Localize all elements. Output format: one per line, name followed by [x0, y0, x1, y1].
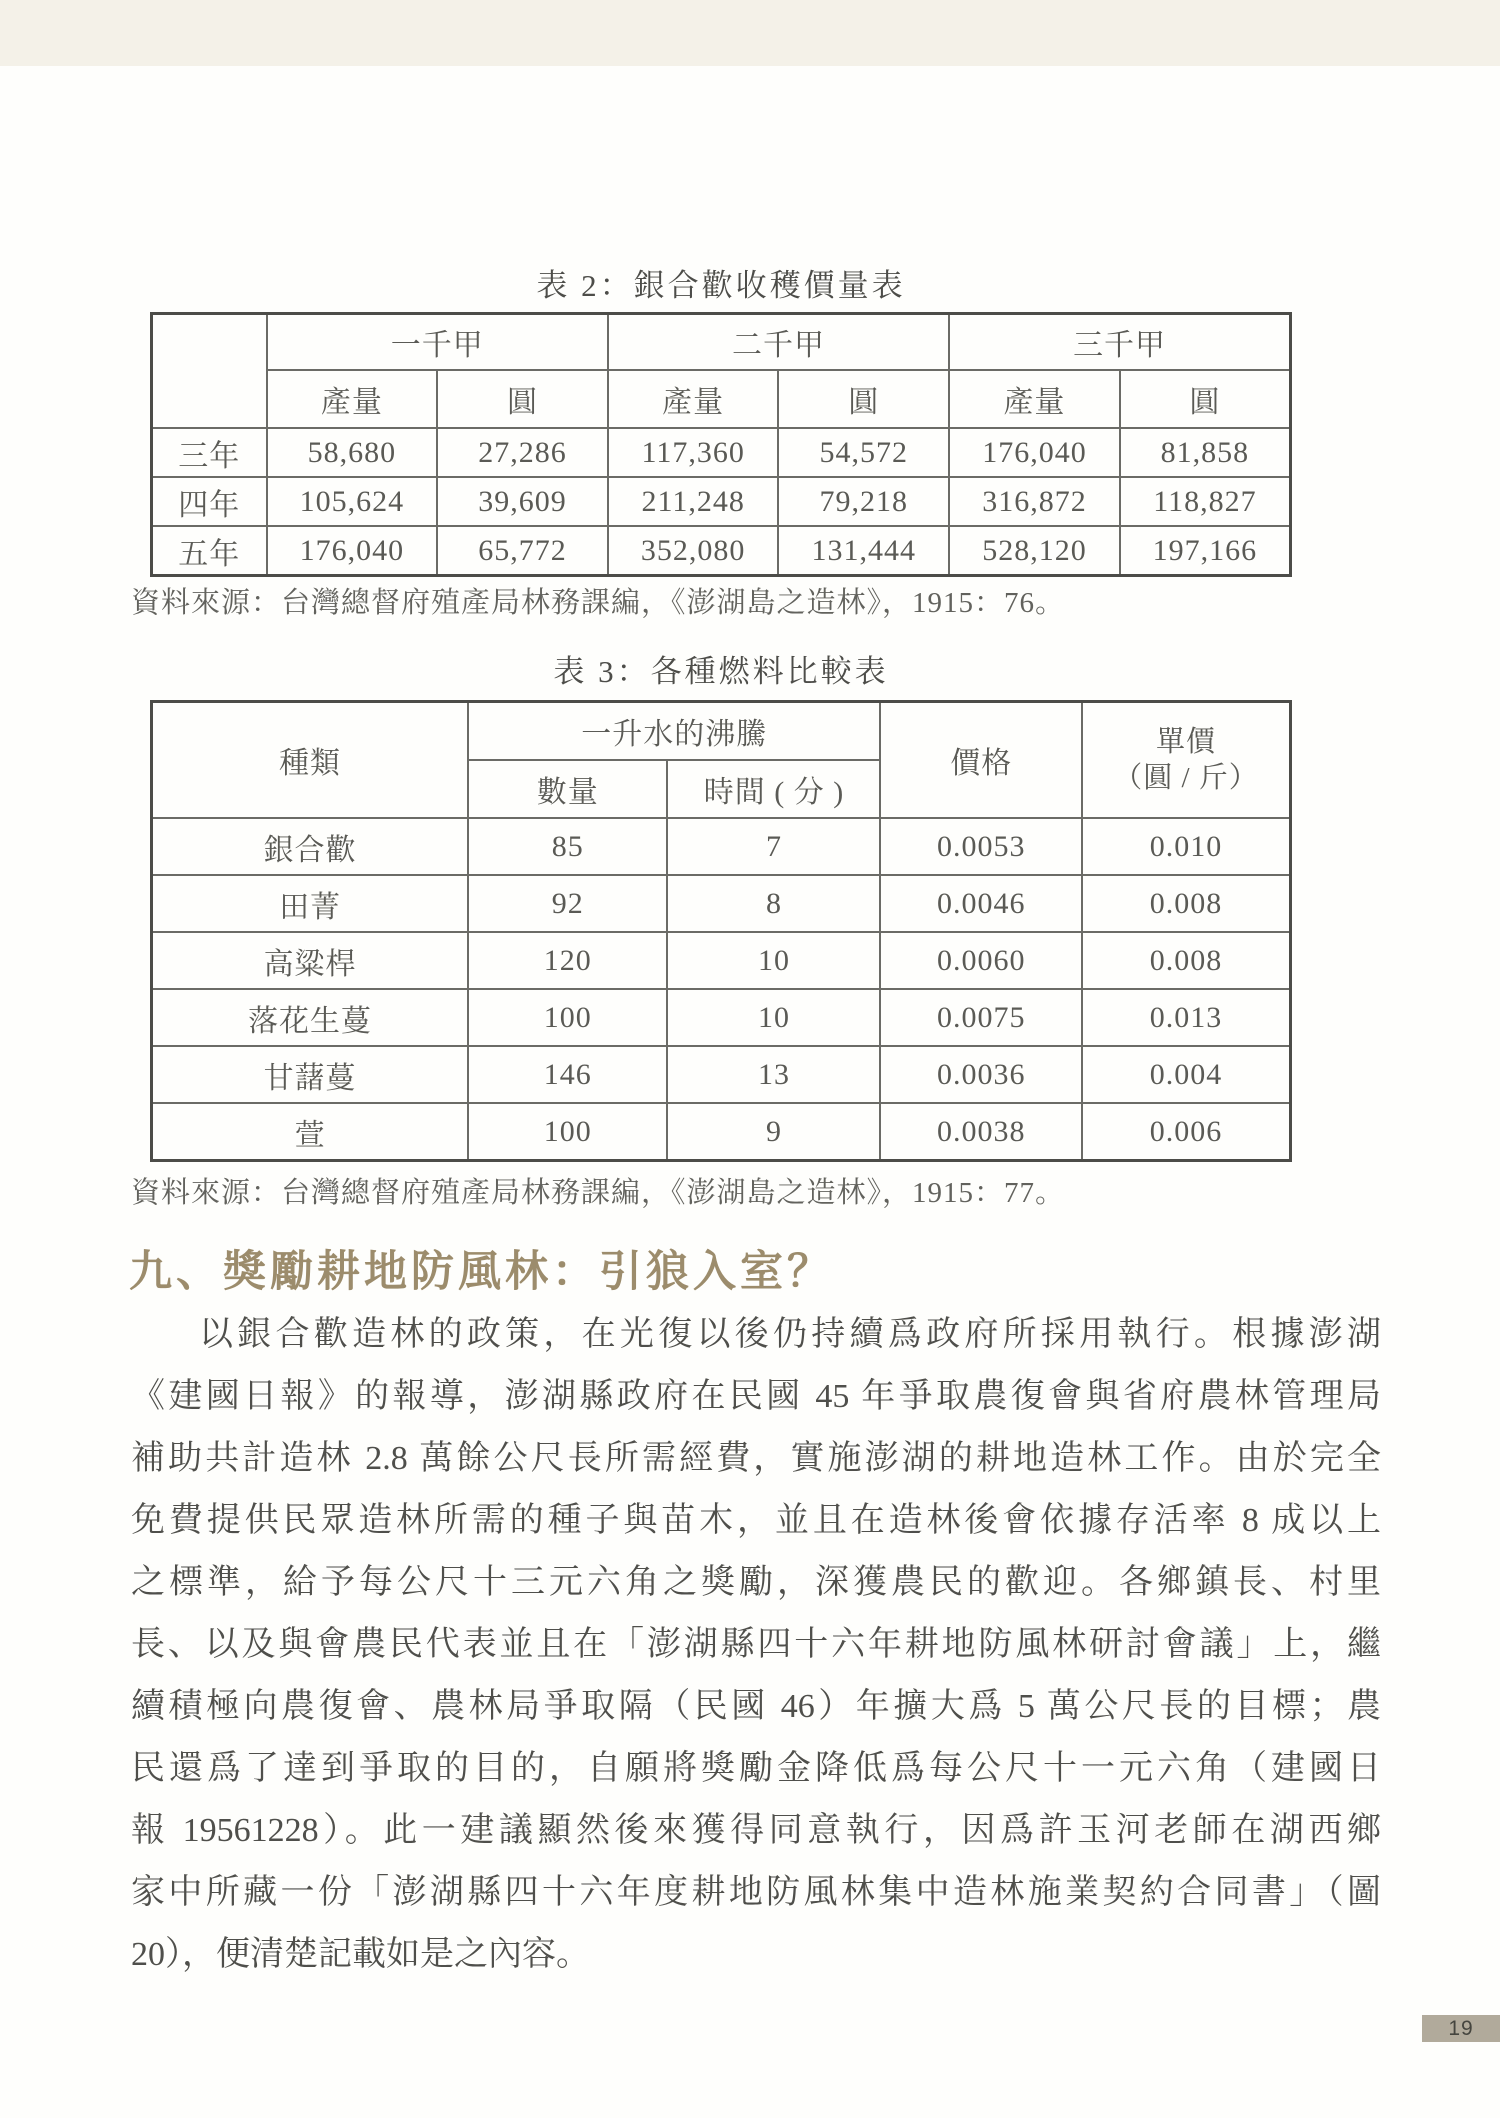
table2-group-header: 二千甲 — [608, 314, 949, 371]
table3-fuel-comparison — [150, 700, 1292, 1162]
row-label: 田菁 — [152, 875, 469, 932]
table2-subheader: 圓 — [1120, 370, 1291, 428]
body-paragraph — [131, 1304, 1381, 1986]
table-row — [152, 526, 1291, 576]
table-cell: 92 — [468, 875, 667, 932]
table2-title: 表 2：銀合歡收穫價量表 — [536, 268, 906, 303]
table2-subheader: 產量 — [608, 370, 779, 428]
row-label: 落花生蔓 — [152, 989, 469, 1046]
paragraph-line: 民還爲了達到爭取的目的，自願將獎勵金降低爲每公尺十一元六角（建國日 — [131, 1750, 1381, 1787]
table-cell: 13 — [667, 1046, 880, 1103]
table-cell: 79,218 — [778, 477, 949, 526]
paragraph-line: 報 19561228）。此一建議顯然後來獲得同意執行，因爲許玉河老師在湖西鄉 — [131, 1812, 1381, 1849]
page-number: 19 — [1448, 2016, 1474, 2040]
table-row — [152, 1103, 1291, 1161]
table-cell: 81,858 — [1120, 428, 1291, 477]
table3-subheader-qty: 數量 — [468, 760, 667, 818]
paragraph-line: 續積極向農復會、農林局爭取隔（民國 46）年擴大爲 5 萬公尺長的目標；農 — [131, 1688, 1381, 1725]
table-row — [152, 1046, 1291, 1103]
table-row — [152, 989, 1291, 1046]
table-cell: 211,248 — [608, 477, 779, 526]
table2-subheader: 產量 — [267, 370, 438, 428]
table-cell: 0.0036 — [880, 1046, 1082, 1103]
table-cell: 0.010 — [1082, 818, 1290, 875]
table-cell: 176,040 — [949, 428, 1120, 477]
table-cell: 39,609 — [437, 477, 608, 526]
table-cell: 100 — [468, 989, 667, 1046]
table2-subheader: 產量 — [949, 370, 1120, 428]
table-cell: 0.004 — [1082, 1046, 1290, 1103]
table3-header-price: 價格 — [880, 702, 1082, 819]
table-row — [152, 818, 1291, 875]
page-number-badge — [1422, 2015, 1500, 2042]
table-cell: 7 — [667, 818, 880, 875]
table3-group-header-row — [152, 702, 1291, 761]
paragraph-line: 以銀合歡造林的政策，在光復以後仍持續爲政府所採用執行。根據澎湖 — [199, 1316, 1381, 1353]
table-row — [152, 428, 1291, 477]
paragraph-line: 家中所藏一份「澎湖縣四十六年度耕地防風林集中造林施業契約合同書」（圖 — [131, 1874, 1381, 1911]
unit-price-unit: （圓 / 斤） — [1113, 762, 1259, 794]
table-row — [152, 875, 1291, 932]
row-label: 四年 — [152, 477, 267, 526]
table2-group-header: 一千甲 — [267, 314, 608, 371]
table-cell: 0.013 — [1082, 989, 1290, 1046]
table-cell: 131,444 — [778, 526, 949, 576]
paragraph-line: 長、以及與會農民代表並且在「澎湖縣四十六年耕地防風林研討會議」上，繼 — [131, 1626, 1381, 1663]
table-cell: 0.0075 — [880, 989, 1082, 1046]
table-cell: 10 — [667, 989, 880, 1046]
table2-harvest-value — [150, 312, 1292, 577]
table3-source-note: 資料來源：台灣總督府殖產局林務課編，《澎湖島之造林》，1915：77。 — [131, 1177, 1066, 1209]
row-label: 三年 — [152, 428, 267, 477]
row-label: 銀合歡 — [152, 818, 469, 875]
table-cell: 0.008 — [1082, 875, 1290, 932]
table-cell: 58,680 — [267, 428, 438, 477]
table-cell: 54,572 — [778, 428, 949, 477]
table-cell: 105,624 — [267, 477, 438, 526]
table2-subheader: 圓 — [437, 370, 608, 428]
paragraph-line: 20），便清楚記載如是之內容。 — [131, 1936, 590, 1973]
table-row — [152, 477, 1291, 526]
paragraph-line: 《建國日報》的報導，澎湖縣政府在民國 45 年爭取農復會與省府農林管理局 — [131, 1378, 1381, 1415]
table-cell: 197,166 — [1120, 526, 1291, 576]
scan-edge-strip — [0, 0, 1500, 66]
table2-group-header-row — [152, 314, 1291, 371]
table-cell: 0.0053 — [880, 818, 1082, 875]
row-label: 萱 — [152, 1103, 469, 1161]
table2-corner-cell — [152, 314, 267, 429]
unit-price-label: 單價 — [1156, 725, 1217, 758]
table-cell: 9 — [667, 1103, 880, 1161]
row-label: 高粱桿 — [152, 932, 469, 989]
table3-header-kind: 種類 — [152, 702, 469, 819]
table-cell: 8 — [667, 875, 880, 932]
section-heading: 九、獎勵耕地防風林：引狼入室？ — [129, 1248, 834, 1296]
table-cell: 85 — [468, 818, 667, 875]
table3-header-unit-price — [1082, 702, 1290, 819]
table2-subheader-row — [152, 370, 1291, 428]
table-cell: 146 — [468, 1046, 667, 1103]
table-cell: 118,827 — [1120, 477, 1291, 526]
table2-group-header: 三千甲 — [949, 314, 1290, 371]
table-cell: 120 — [468, 932, 667, 989]
table3-header-boil-group: 一升水的沸騰 — [468, 702, 880, 761]
table-cell: 27,286 — [437, 428, 608, 477]
table-cell: 528,120 — [949, 526, 1120, 576]
table-cell: 117,360 — [608, 428, 779, 477]
paragraph-line: 補助共計造林 2.8 萬餘公尺長所需經費，實施澎湖的耕地造林工作。由於完全 — [131, 1440, 1381, 1477]
table-cell: 0.006 — [1082, 1103, 1290, 1161]
table-cell: 10 — [667, 932, 880, 989]
table3-title: 表 3：各種燃料比較表 — [553, 654, 889, 689]
table-cell: 352,080 — [608, 526, 779, 576]
table-cell: 0.0038 — [880, 1103, 1082, 1161]
row-label: 甘藷蔓 — [152, 1046, 469, 1103]
table-cell: 0.008 — [1082, 932, 1290, 989]
table-cell: 176,040 — [267, 526, 438, 576]
table2-source-note: 資料來源：台灣總督府殖產局林務課編，《澎湖島之造林》，1915：76。 — [131, 587, 1066, 619]
row-label: 五年 — [152, 526, 267, 576]
paragraph-line: 免費提供民眾造林所需的種子與苗木，並且在造林後會依據存活率 8 成以上 — [131, 1502, 1381, 1539]
paragraph-line: 之標準，給予每公尺十三元六角之獎勵，深獲農民的歡迎。各鄉鎮長、村里 — [131, 1564, 1381, 1601]
table-cell: 0.0046 — [880, 875, 1082, 932]
table-cell: 65,772 — [437, 526, 608, 576]
table-row — [152, 932, 1291, 989]
table-cell: 100 — [468, 1103, 667, 1161]
table2-subheader: 圓 — [778, 370, 949, 428]
table-cell: 316,872 — [949, 477, 1120, 526]
table3-subheader-time: 時間 ( 分 ) — [667, 760, 880, 818]
table-cell: 0.0060 — [880, 932, 1082, 989]
